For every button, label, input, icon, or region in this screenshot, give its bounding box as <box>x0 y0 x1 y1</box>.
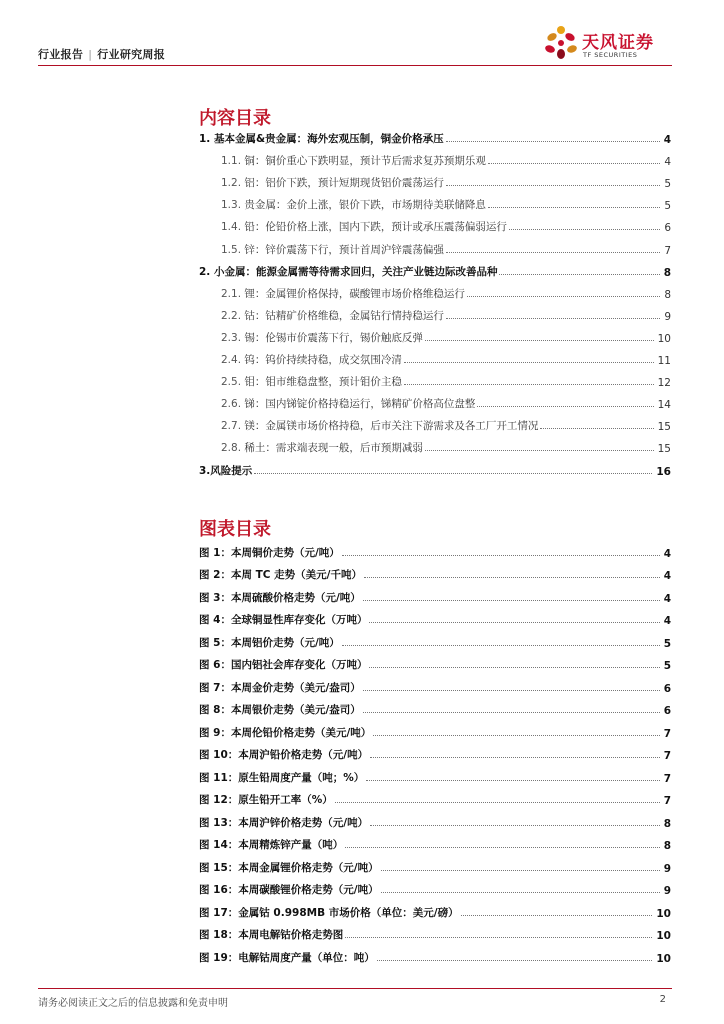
figure-entry-label: 图 12：原生铅开工率（%） <box>199 794 333 806</box>
dot-leader <box>342 645 660 646</box>
figure-entry-label: 图 15：本周金属锂价格走势（元/吨） <box>199 861 379 874</box>
toc-entry[interactable] <box>199 124 671 146</box>
figure-entry-label: 图 19：电解钴周度产量（单位：吨） <box>199 951 375 964</box>
dot-leader <box>369 622 659 623</box>
toc-entry-text: 镁：金属镁市场价格持稳，后市关注下游需求及各工厂开工情况 <box>244 420 539 433</box>
toc-entry-number: 1.5. <box>221 243 245 256</box>
toc-entry[interactable] <box>199 212 671 234</box>
toc-entry-page: 16 <box>656 465 671 478</box>
figure-entry-page: 4 <box>663 570 671 582</box>
dot-leader <box>499 274 659 275</box>
figure-entry-label: 图 2：本周 TC 走势（美元/千吨） <box>199 569 362 581</box>
figure-entry[interactable] <box>199 695 671 718</box>
toc-entry-number: 1.4. <box>221 221 245 234</box>
toc-entry-label <box>199 440 425 455</box>
toc-entry-label <box>199 374 404 389</box>
figure-entry-page: 4 <box>663 615 671 627</box>
disclaimer-text: 请务必阅读正文之后的信息披露和免责申明 <box>38 998 228 1009</box>
figure-entry[interactable] <box>199 852 671 875</box>
dot-leader <box>446 318 660 319</box>
brand-logo <box>542 24 672 64</box>
toc-entry-label: 1. 基本金属&贵金属：海外宏观压制，铜金价格承压 <box>199 133 444 146</box>
figure-entry-page: 10 <box>656 930 671 942</box>
dot-leader <box>404 384 654 385</box>
toc-entry-text: 贵金属：金价上涨，银价下跌，市场期待美联储降息 <box>244 199 486 212</box>
figure-entry[interactable] <box>199 875 671 898</box>
dot-leader <box>363 600 660 601</box>
toc-entry-text: 稀土：需求端表现一般，后市预期减弱 <box>244 442 423 455</box>
figures-title: 图表目录 <box>199 519 271 540</box>
toc-entry-number: 2.8. <box>221 442 245 455</box>
toc-entry[interactable] <box>199 411 671 433</box>
figure-entry-label: 图 6：国内铝社会库存变化（万吨） <box>199 659 368 671</box>
dot-leader <box>369 667 659 668</box>
figure-entry[interactable] <box>199 582 671 605</box>
figure-entry-label: 图 16：本周碳酸锂价格走势（元/吨） <box>199 884 379 896</box>
toc-entry-page: 7 <box>664 244 671 257</box>
toc-entry[interactable] <box>199 168 671 190</box>
figure-entry-label: 图 11：原生铅周度产量（吨；%） <box>199 771 365 784</box>
toc-entry-label <box>199 242 446 257</box>
brand-name: 天风证券 <box>582 33 654 53</box>
dot-leader <box>425 340 654 341</box>
figure-entry-label: 图 7：本周金价走势（美元/盎司） <box>199 681 361 694</box>
dot-leader <box>461 915 653 916</box>
toc-entry-number: 1.3. <box>221 199 245 212</box>
toc-entry[interactable] <box>199 455 671 477</box>
figure-entry-page: 8 <box>663 840 671 852</box>
toc-entry-text: 钼：钼市维稳盘整，预计钼价主稳 <box>244 376 402 389</box>
figure-entry-page: 4 <box>663 592 671 605</box>
figure-entry[interactable] <box>199 650 671 673</box>
toc-entry-number: 2.7. <box>221 420 245 433</box>
toc-entry-page: 11 <box>657 355 671 368</box>
figure-entry[interactable] <box>199 672 671 695</box>
toc-entry-number: 1.2. <box>221 177 245 190</box>
figure-entry[interactable] <box>199 942 671 965</box>
toc-entry-label <box>199 308 446 323</box>
figure-entry-page: 9 <box>663 885 671 897</box>
toc-entry[interactable] <box>199 389 671 411</box>
header-divider <box>38 65 672 66</box>
figure-entry-label: 图 5：本周铝价走势（元/吨） <box>199 636 340 649</box>
toc-entry[interactable] <box>199 433 671 455</box>
dot-leader <box>373 735 659 736</box>
brand-subtitle: TF SECURITIES <box>583 51 638 59</box>
dot-leader <box>446 252 660 253</box>
dot-leader <box>363 690 660 691</box>
figure-entry[interactable] <box>199 740 671 763</box>
figure-entry-label: 图 4：全球铜显性库存变化（万吨） <box>199 614 368 626</box>
toc-entry-number: 2.2. <box>221 309 245 322</box>
toc-entry-page: 12 <box>657 377 671 390</box>
figure-entry-page: 10 <box>656 952 671 965</box>
toc-entry-number: 2.3. <box>221 331 245 344</box>
dot-leader <box>488 207 660 208</box>
figure-entry[interactable] <box>199 897 671 920</box>
toc-entry-label <box>199 219 509 234</box>
toc-entry-page: 6 <box>664 222 671 235</box>
toc-entry-label <box>199 330 425 345</box>
toc-entry-page: 5 <box>664 200 671 213</box>
toc-entry-label <box>199 286 467 301</box>
dot-leader <box>335 802 660 803</box>
flower-logo-icon <box>542 24 580 64</box>
toc-entry-label <box>199 352 404 367</box>
figure-entry-label: 图 14：本周精炼锌产量（吨） <box>199 839 344 851</box>
figure-entry-label: 图 18：本周电解钴价格走势图 <box>199 929 344 941</box>
figure-entry[interactable] <box>199 785 671 808</box>
toc-entry-text: 铜：铜价重心下跌明显，预计节后需求复苏预期乐观 <box>244 155 486 168</box>
figure-entry[interactable] <box>199 807 671 830</box>
toc-entry-page: 14 <box>657 399 671 412</box>
toc-entry-label <box>199 396 477 411</box>
dot-leader <box>488 163 660 164</box>
dot-leader <box>366 780 659 781</box>
dot-leader <box>377 960 653 961</box>
dot-leader <box>370 825 660 826</box>
figure-entry-page: 10 <box>656 907 671 920</box>
dot-leader <box>342 555 660 556</box>
dot-leader <box>446 141 660 142</box>
figure-entry-label: 图 13：本周沪锌价格走势（元/吨） <box>199 816 369 829</box>
figure-entry-label: 图 8：本周银价走势（美元/盎司） <box>199 704 361 716</box>
figure-entry[interactable] <box>199 920 671 943</box>
toc-entry-number: 2.6. <box>221 398 245 411</box>
toc-entry-page: 15 <box>657 443 671 456</box>
figure-entry[interactable] <box>199 627 671 650</box>
figure-entry-page: 6 <box>663 705 671 717</box>
figure-entry-page: 8 <box>663 817 671 830</box>
toc-entry-text: 锂：金属锂价格保持，碳酸锂市场价格维稳运行 <box>244 287 465 300</box>
toc-entry[interactable] <box>199 301 671 323</box>
figure-entry-page: 5 <box>663 660 671 672</box>
toc-entry-text: 铅：伦铅价格上涨，国内下跌，预计或承压震荡偏弱运行 <box>244 221 507 234</box>
toc-entry[interactable] <box>199 345 671 367</box>
toc-entry-page: 10 <box>657 332 671 345</box>
toc-entry-page: 15 <box>657 421 671 434</box>
toc-entry-number: 2.5. <box>221 376 245 389</box>
toc-entry-page: 4 <box>663 134 671 147</box>
dot-leader <box>381 870 660 871</box>
dot-leader <box>370 757 660 758</box>
dot-leader <box>345 937 652 938</box>
toc-entry-label: 2. 小金属：能源金属需等待需求回归，关注产业链边际改善品种 <box>199 265 498 278</box>
toc-entry-page: 8 <box>663 266 671 279</box>
toc-entry-page: 9 <box>664 310 671 323</box>
dot-leader <box>425 450 654 451</box>
table-of-contents <box>199 124 671 478</box>
figure-entry[interactable] <box>199 605 671 628</box>
figure-entry-label: 图 1：本周铜价走势（元/吨） <box>199 546 340 559</box>
figure-entry-label: 图 10：本周沪铅价格走势（元/吨） <box>199 749 369 761</box>
page-number: 2 <box>659 994 666 1005</box>
toc-entry-label <box>199 175 446 190</box>
toc-entry[interactable] <box>199 234 671 256</box>
figure-entry[interactable] <box>199 537 671 560</box>
figure-entry[interactable] <box>199 830 671 853</box>
dot-leader <box>509 229 660 230</box>
dot-leader <box>364 577 660 578</box>
figure-entry-page: 5 <box>663 637 671 650</box>
toc-entry[interactable] <box>199 323 671 345</box>
toc-entry-page: 5 <box>664 178 671 191</box>
figure-entry-page: 4 <box>663 547 671 560</box>
figure-entry[interactable] <box>199 717 671 740</box>
toc-entry-page: 8 <box>664 288 671 301</box>
dot-leader <box>363 712 660 713</box>
footer-divider <box>38 988 672 989</box>
subcategory-label: 行业研究周报 <box>97 48 166 61</box>
toc-entry-text: 钴：钴精矿价格维稳，金属钴行情持稳运行 <box>244 309 444 322</box>
toc-entry-text: 钨：钨价持续持稳，成交氛围冷清 <box>244 354 402 367</box>
figure-entry[interactable] <box>199 560 671 583</box>
dot-leader <box>254 473 652 474</box>
toc-entry[interactable] <box>199 257 671 279</box>
toc-entry-label <box>199 418 540 433</box>
figure-entry-page: 7 <box>663 772 671 785</box>
dot-leader <box>540 428 653 429</box>
figure-entry-page: 6 <box>663 682 671 695</box>
figure-entry-label: 图 3：本周硫酸价格走势（元/吨） <box>199 591 361 604</box>
figure-entry-page: 7 <box>663 727 671 740</box>
dot-leader <box>381 892 660 893</box>
toc-entry[interactable] <box>199 367 671 389</box>
toc-entry[interactable] <box>199 190 671 212</box>
dot-leader <box>477 406 653 407</box>
toc-entry-number: 2.1. <box>221 287 245 300</box>
toc-entry-label: 3.风险提示 <box>199 464 253 477</box>
toc-entry-number: 1.1. <box>221 155 245 168</box>
figure-entry-label: 图 17：金属钴 0.998MB 市场价格（单位：美元/磅） <box>199 906 459 919</box>
list-of-figures <box>199 537 671 965</box>
dot-leader <box>345 847 659 848</box>
figure-entry-label: 图 9：本周伦铅价格走势（美元/吨） <box>199 726 372 739</box>
figure-entry-page: 7 <box>663 795 671 807</box>
toc-entry-page: 4 <box>664 156 671 169</box>
toc-entry-text: 锌：锌价震荡下行，预计首周沪锌震荡偏强 <box>244 243 444 256</box>
toc-entry-label <box>199 197 488 212</box>
toc-entry-text: 铝：铝价下跌，预计短期现货铝价震荡运行 <box>244 177 444 190</box>
figure-entry-page: 7 <box>663 750 671 762</box>
toc-entry-number: 2.4. <box>221 354 245 367</box>
toc-entry-text: 锑：国内锑锭价格持稳运行，锑精矿价格高位盘整 <box>244 398 476 411</box>
dot-leader <box>446 185 660 186</box>
toc-entry-text: 锡：伦锡市价震荡下行，锡价触底反弹 <box>244 331 423 344</box>
dot-leader <box>467 296 660 297</box>
report-category: 行业报告 | 行业研究周报 <box>38 48 166 61</box>
dot-leader <box>404 362 654 363</box>
figure-entry-page: 9 <box>663 862 671 875</box>
category-label: 行业报告 <box>38 48 84 61</box>
toc-entry[interactable] <box>199 146 671 168</box>
figure-entry[interactable] <box>199 762 671 785</box>
toc-title: 内容目录 <box>199 108 271 129</box>
toc-entry-label <box>199 153 488 168</box>
toc-entry[interactable] <box>199 279 671 301</box>
page-header <box>38 33 672 66</box>
